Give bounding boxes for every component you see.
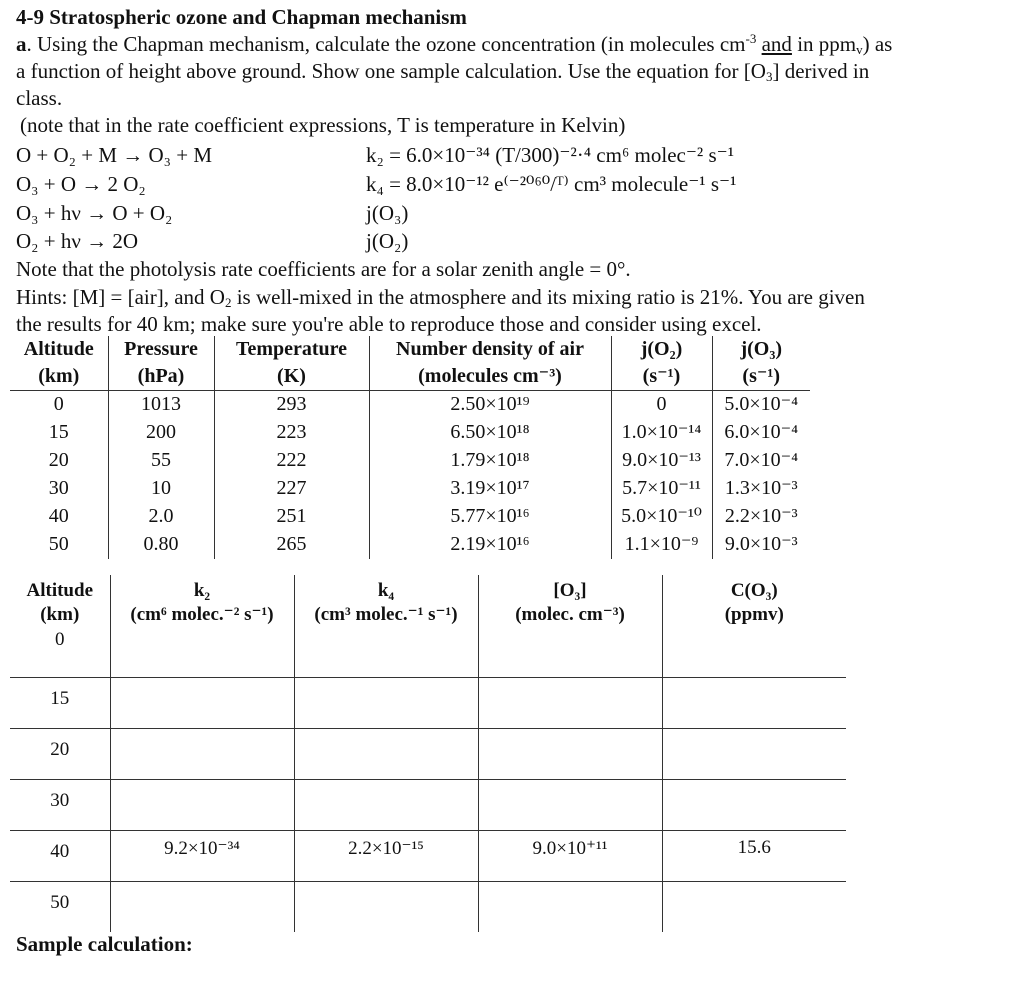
and-word: and xyxy=(761,32,792,56)
ppmv-value: 15.6 xyxy=(737,837,771,858)
table-row xyxy=(10,447,810,475)
ppmv-value xyxy=(663,627,847,633)
reaction-rate: k₄ = 8.0×10⁻¹² e⁽⁻²⁰⁶⁰/ᵀ⁾ cm³ molecule⁻¹ s⁻¹ xyxy=(366,172,737,196)
page-title: 4-9 Stratospheric ozone and Chapman mechanism xyxy=(16,5,467,29)
table-units-row xyxy=(10,603,846,627)
cell: 293 xyxy=(214,391,369,420)
given-data-table xyxy=(10,336,810,559)
ppmv-input-cell[interactable] xyxy=(662,627,846,678)
line2-end: ] derived in xyxy=(772,59,870,83)
part-text-2: in ppm xyxy=(791,32,857,56)
altitude-cell xyxy=(10,882,110,933)
cell: 50 xyxy=(10,531,108,559)
o3-input-cell[interactable] xyxy=(478,780,662,831)
k2-input-cell[interactable] xyxy=(110,627,294,678)
cell: 1.3×10⁻³ xyxy=(724,477,798,499)
unit-cell: (cm³ molec.⁻¹ s⁻¹) xyxy=(294,603,478,627)
header-cell: j(O₂) xyxy=(611,336,712,363)
exponent: -3 xyxy=(745,31,757,46)
k4-value xyxy=(295,627,478,633)
reaction-rate: j(O₃) xyxy=(366,201,409,225)
k4-input-cell[interactable] xyxy=(294,729,478,780)
unit-cell: (hPa) xyxy=(108,363,214,391)
table-row xyxy=(10,780,846,831)
cell: 30 xyxy=(10,475,108,503)
cell: 1.1×10⁻⁹ xyxy=(611,531,712,559)
table-row xyxy=(10,627,846,678)
reaction-rate: k₂ = 6.0×10⁻³⁴ (T/300)⁻²·⁴ cm⁶ molec⁻² s⁻¹ xyxy=(366,143,735,167)
reaction-eq: O₃ + O → 2 O₂ xyxy=(16,172,146,196)
cell: 3.19×10¹⁷ xyxy=(369,475,611,503)
header-cell: [O₃] xyxy=(478,575,662,603)
altitude-cell xyxy=(10,831,110,882)
cell: 5.0×10⁻⁴ xyxy=(724,393,799,415)
unit-cell: (s⁻¹) xyxy=(712,363,810,391)
table-row xyxy=(10,391,810,420)
cell: 15 xyxy=(10,419,108,447)
cell: 1.0×10⁻¹⁴ xyxy=(611,419,712,447)
cell: 1.79×10¹⁸ xyxy=(369,447,611,475)
unit-cell: (K) xyxy=(214,363,369,391)
k4-value xyxy=(295,729,478,735)
photolysis-note: Note that the photolysis rate coefficients are for a solar zenith angle = 0°. xyxy=(16,257,631,281)
ppmv-value xyxy=(663,780,847,786)
k4-input-cell[interactable] xyxy=(294,831,478,882)
cell: 9.0×10⁻³ xyxy=(724,533,798,555)
header-cell: k₄ xyxy=(294,575,478,603)
k4-input-cell[interactable] xyxy=(294,780,478,831)
table-row xyxy=(10,475,810,503)
header-cell: k₂ xyxy=(110,575,294,603)
k2-value xyxy=(111,882,294,888)
k4-input-cell[interactable] xyxy=(294,678,478,729)
line2-sub: 3 xyxy=(765,69,773,84)
header-cell: Temperature xyxy=(214,336,369,363)
o3-value xyxy=(479,780,662,786)
reaction-eq: O₂ + hν → 2O xyxy=(16,229,138,253)
cell: 2.0 xyxy=(108,503,214,531)
ppmv-input-cell[interactable] xyxy=(662,780,846,831)
note-text: (note that in the rate coefficient expressions, T is temperature in Kelvin) xyxy=(20,113,626,137)
ppmv-input-cell[interactable] xyxy=(662,831,846,882)
cell: 5.77×10¹⁶ xyxy=(369,503,611,531)
cell: 6.50×10¹⁸ xyxy=(369,419,611,447)
altitude-value: 15 xyxy=(50,688,70,709)
cell: 5.7×10⁻¹¹ xyxy=(611,475,712,503)
k4-value: 2.2×10⁻¹⁵ xyxy=(348,838,424,859)
cell: 7.0×10⁻⁴ xyxy=(724,449,799,471)
table-units-row xyxy=(10,363,810,391)
part-a-line-1 xyxy=(16,31,892,57)
altitude-value: 0 xyxy=(55,629,65,650)
altitude-cell xyxy=(10,627,110,678)
o3-value xyxy=(479,729,662,735)
ppmv-value xyxy=(663,678,847,684)
cell: 0.80 xyxy=(108,531,214,559)
k2-value xyxy=(111,729,294,735)
o3-input-cell[interactable] xyxy=(478,678,662,729)
k4-value xyxy=(295,882,478,888)
part-a-line-2 xyxy=(16,58,869,84)
table-row xyxy=(10,882,846,933)
o3-input-cell[interactable] xyxy=(478,729,662,780)
table-row xyxy=(10,503,810,531)
part-label: a xyxy=(16,32,27,56)
k2-value xyxy=(111,627,294,633)
altitude-value: 50 xyxy=(50,892,70,913)
o3-value xyxy=(479,627,662,633)
unit-cell: (ppmv) xyxy=(724,604,784,625)
reaction-eq: O + O₂ + M → O₃ + M xyxy=(16,143,213,167)
cell: 40 xyxy=(10,503,108,531)
cell: 222 xyxy=(214,447,369,475)
k4-input-cell[interactable] xyxy=(294,882,478,933)
table-row xyxy=(10,729,846,780)
cell: 0 xyxy=(10,391,108,420)
table-header-row xyxy=(10,575,846,603)
unit-cell: (km) xyxy=(10,363,108,391)
hints-text-2: is well-mixed in the atmosphere and its mixing ratio is 21%. You are given xyxy=(231,285,865,309)
ppmv-input-cell[interactable] xyxy=(662,729,846,780)
header-cell: Pressure xyxy=(108,336,214,363)
k4-value xyxy=(295,780,478,786)
cell: 251 xyxy=(214,503,369,531)
unit-cell: (cm⁶ molec.⁻² s⁻¹) xyxy=(110,603,294,627)
k2-input-cell[interactable] xyxy=(110,678,294,729)
altitude-value: 30 xyxy=(50,790,70,811)
o3-input-cell[interactable] xyxy=(478,882,662,933)
hints-text-1: Hints: [M] = [air], and O xyxy=(16,285,225,309)
reaction-eq: O₃ + hν → O + O₂ xyxy=(16,201,173,225)
cell: 227 xyxy=(214,475,369,503)
part-a-line-3: class. xyxy=(16,86,63,110)
altitude-cell xyxy=(10,678,110,729)
results-table xyxy=(10,575,846,932)
altitude-cell xyxy=(10,729,110,780)
unit-cell: (molec. cm⁻³) xyxy=(478,603,662,627)
header-cell: j(O₃) xyxy=(740,338,783,360)
altitude-value: 20 xyxy=(50,739,70,760)
k4-value xyxy=(295,678,478,684)
cell: 6.0×10⁻⁴ xyxy=(724,421,799,443)
o3-input-cell[interactable] xyxy=(478,831,662,882)
line2-text: a function of height above ground. Show one sample calculation. Use the equation for [O xyxy=(16,59,766,83)
o3-value xyxy=(479,882,662,888)
header-cell: Altitude xyxy=(10,575,110,603)
cell: 223 xyxy=(214,419,369,447)
k4-input-cell[interactable] xyxy=(294,627,478,678)
sample-calculation-label: Sample calculation: xyxy=(16,932,193,956)
unit-cell: (s⁻¹) xyxy=(611,363,712,391)
cell: 0 xyxy=(611,391,712,420)
ppmv-value xyxy=(663,729,847,735)
k2-input-cell[interactable] xyxy=(110,882,294,933)
altitude-value: 40 xyxy=(50,841,70,862)
cell: 200 xyxy=(108,419,214,447)
hints-line-2: the results for 40 km; make sure you're able to reproduce those and consider using excel. xyxy=(16,312,762,336)
cell: 2.2×10⁻³ xyxy=(724,505,798,527)
table-row xyxy=(10,419,810,447)
o3-input-cell[interactable] xyxy=(478,627,662,678)
header-cell: Altitude xyxy=(10,336,108,363)
o3-value: 9.0×10⁺¹¹ xyxy=(532,838,608,859)
k2-input-cell[interactable] xyxy=(110,780,294,831)
o3-value xyxy=(479,678,662,684)
k2-input-cell[interactable] xyxy=(110,831,294,882)
cell: 265 xyxy=(214,531,369,559)
ppmv-input-cell[interactable] xyxy=(662,678,846,729)
table-row xyxy=(10,531,810,559)
k2-value: 9.2×10⁻³⁴ xyxy=(164,838,240,859)
cell: 55 xyxy=(108,447,214,475)
ppmv-value xyxy=(663,882,847,888)
hints-sub: 2 xyxy=(224,295,232,310)
subscript-v: v xyxy=(856,42,863,57)
cell: 20 xyxy=(10,447,108,475)
hints-line-1 xyxy=(16,284,865,310)
cell: 10 xyxy=(108,475,214,503)
header-cell: Number density of air xyxy=(369,336,611,363)
k2-value xyxy=(111,780,294,786)
ppmv-input-cell[interactable] xyxy=(662,882,846,933)
altitude-cell xyxy=(10,780,110,831)
part-text-1: . Using the Chapman mechanism, calculate the ozone concentration (in molecules cm xyxy=(26,32,746,56)
reaction-rate: j(O₂) xyxy=(366,229,409,253)
unit-cell: (molecules cm⁻³) xyxy=(369,363,611,391)
table-row xyxy=(10,678,846,729)
header-cell: C(O₃) xyxy=(730,580,778,601)
cell: 1013 xyxy=(108,391,214,420)
cell: 2.19×10¹⁶ xyxy=(369,531,611,559)
k2-input-cell[interactable] xyxy=(110,729,294,780)
k2-value xyxy=(111,678,294,684)
table-row xyxy=(10,831,846,882)
cell: 9.0×10⁻¹³ xyxy=(611,447,712,475)
cell: 2.50×10¹⁹ xyxy=(369,391,611,420)
part-text-3: ) as xyxy=(862,32,893,56)
cell: 5.0×10⁻¹⁰ xyxy=(611,503,712,531)
table-header-row xyxy=(10,336,810,363)
unit-cell: (km) xyxy=(10,603,110,627)
